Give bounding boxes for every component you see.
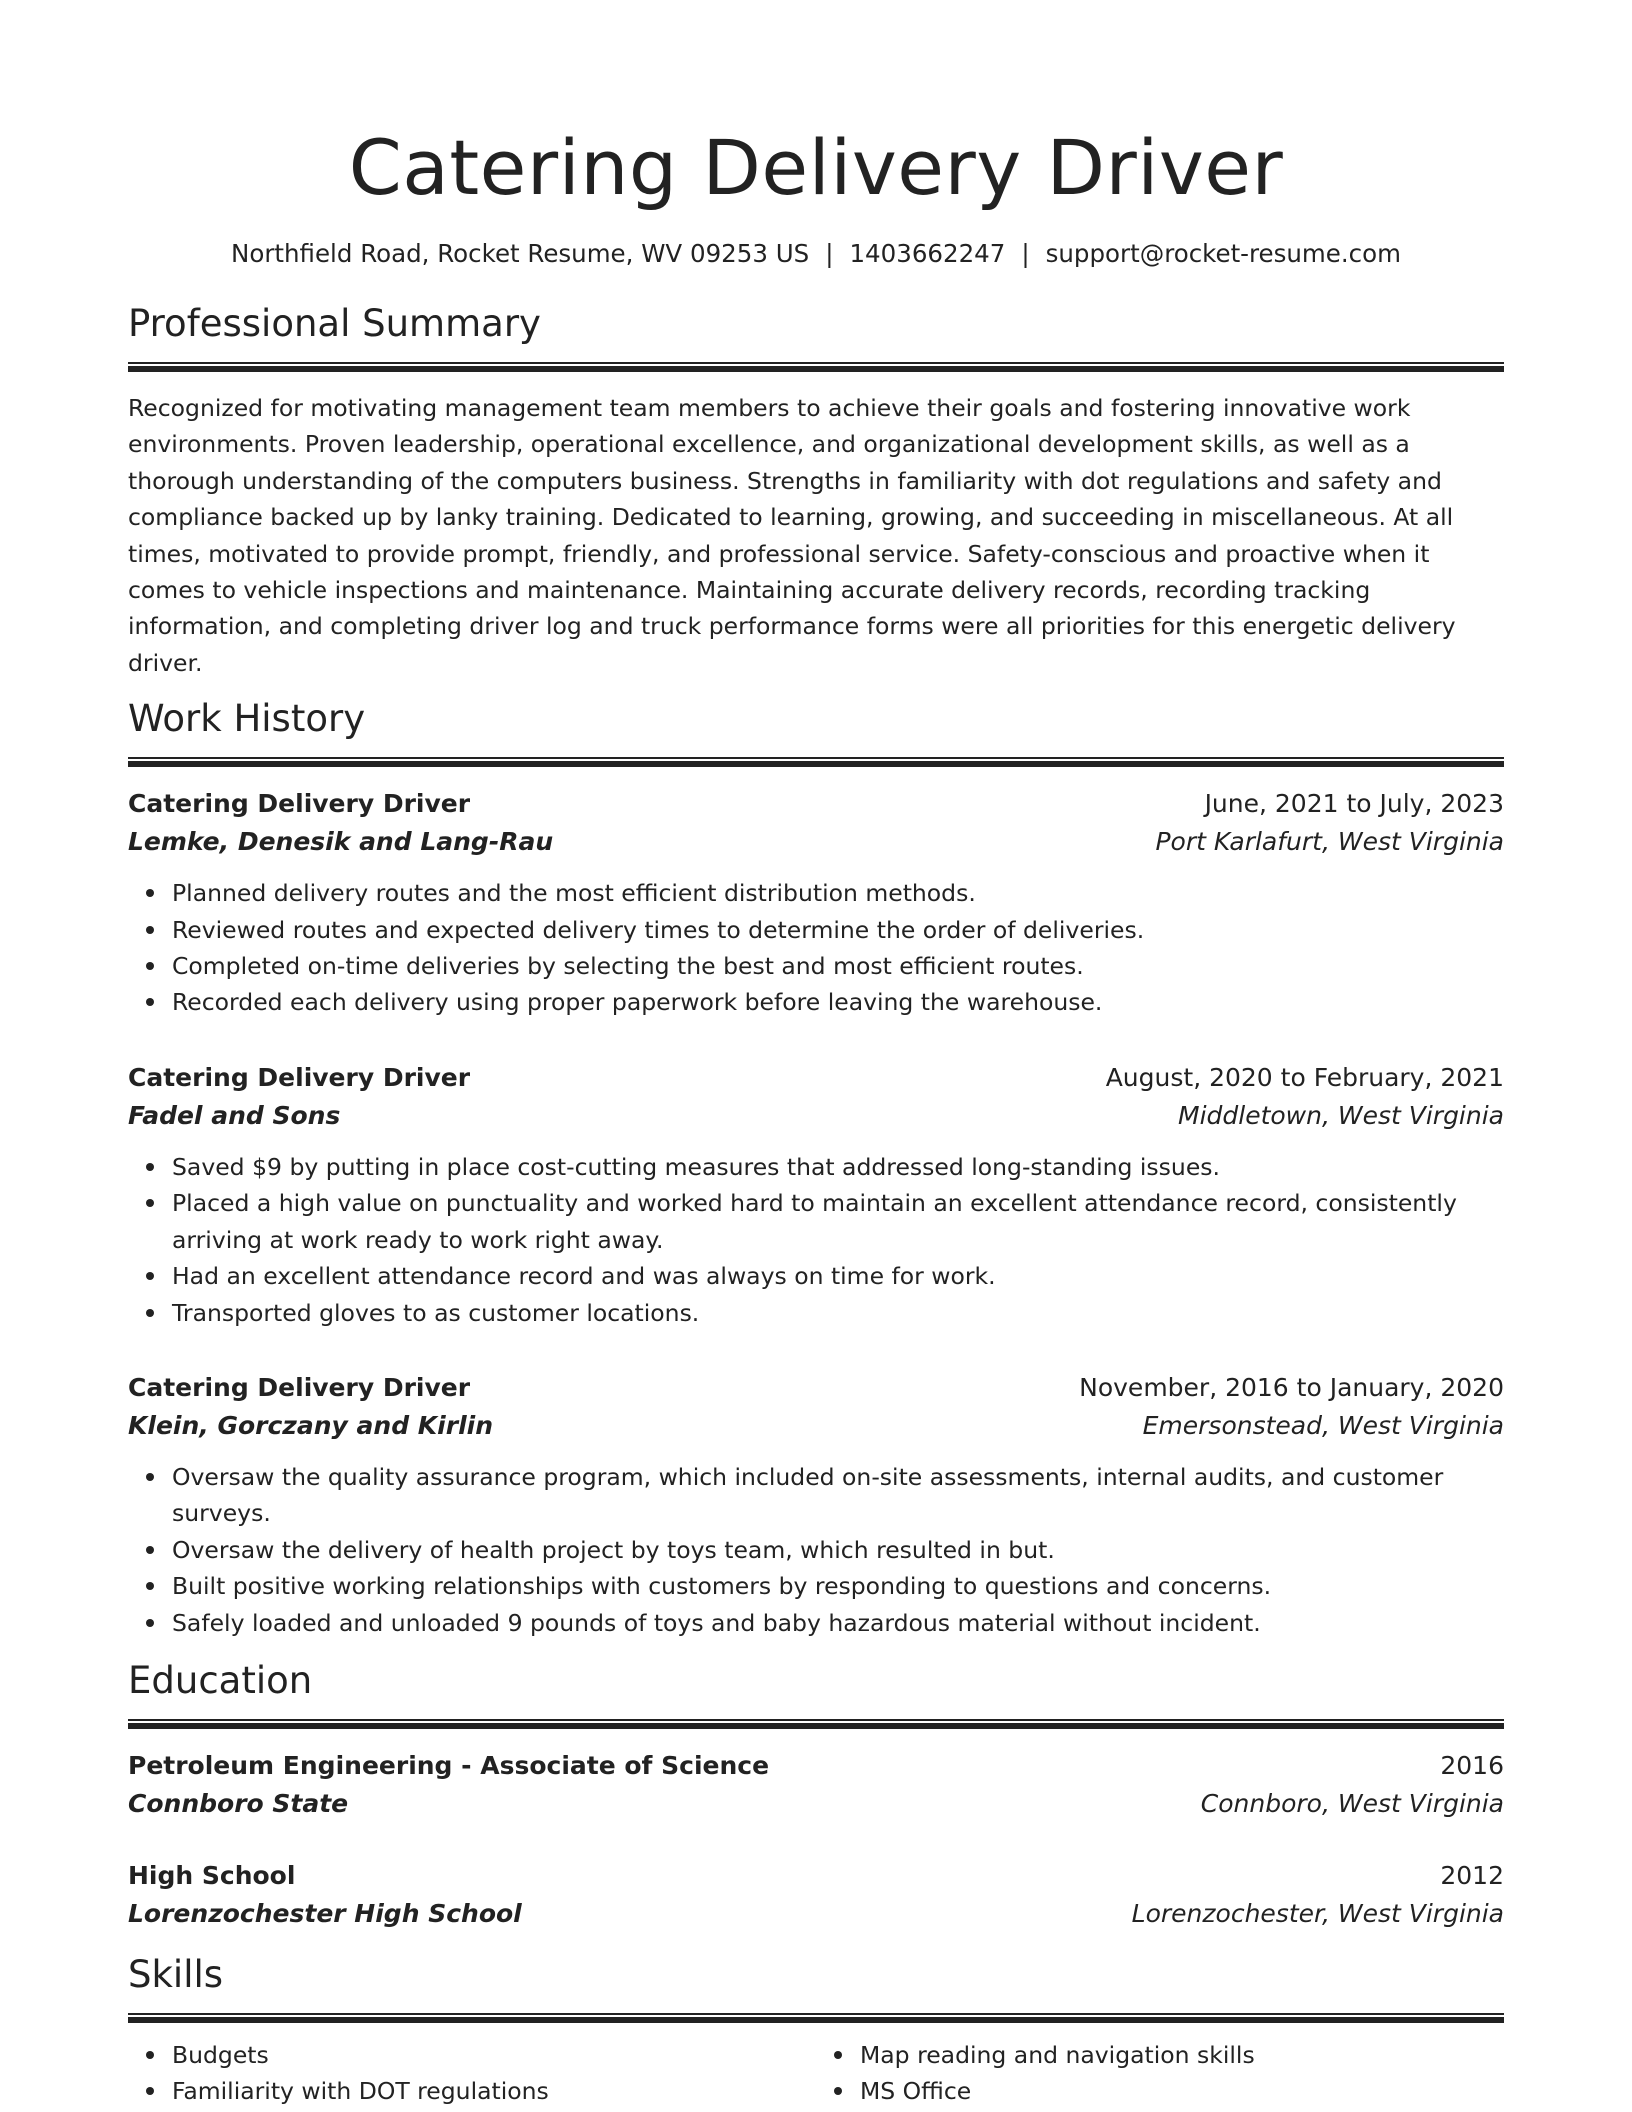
education-location: Connboro, West Virginia <box>1200 1788 1504 1818</box>
job-company-row <box>128 823 1504 861</box>
job-bullet: Built positive working relationships with customers by responding to questions and concerns. <box>172 1568 1504 1604</box>
job-dates: November, 2016 to January, 2020 <box>1079 1372 1504 1402</box>
education-school: Connboro State <box>128 1788 349 1818</box>
education-entry <box>128 1747 1504 1823</box>
job-bullet: Reviewed routes and expected delivery times to determine the order of deliveries. <box>172 912 1504 948</box>
skills-columns <box>128 2037 1504 2110</box>
contact-line <box>128 238 1504 270</box>
job-bullet-list <box>128 875 1504 1021</box>
job-role: Catering Delivery Driver <box>128 1062 471 1092</box>
contact-separator: | <box>1021 239 1030 268</box>
contact-email: support@rocket-resume.com <box>1045 239 1401 268</box>
job-bullet: Recorded each delivery using proper paperwork before leaving the warehouse. <box>172 984 1504 1020</box>
job-bullet-list <box>128 1149 1504 1331</box>
skills-heading: Skills <box>128 1952 224 1996</box>
education-header-row <box>128 1857 1504 1895</box>
job-location: Emersonstead, West Virginia <box>1142 1410 1504 1440</box>
job-bullet-list <box>128 1459 1504 1641</box>
job-bullet: Saved $9 by putting in place cost-cutting measures that addressed long-standing issues. <box>172 1149 1504 1185</box>
job-company-row <box>128 1097 1504 1135</box>
education-school: Lorenzochester High School <box>128 1898 522 1928</box>
education-heading: Education <box>128 1658 313 1702</box>
summary-section <box>128 300 1504 681</box>
job-location: Port Karlafurt, West Virginia <box>1155 827 1504 857</box>
job-bullet: Planned delivery routes and the most efficient distribution methods. <box>172 875 1504 911</box>
summary-heading: Professional Summary <box>128 302 541 345</box>
job-company-row <box>128 1407 1504 1445</box>
skill-item: Familiarity with DOT regulations <box>172 2073 816 2109</box>
job-role: Catering Delivery Driver <box>128 1372 471 1402</box>
skill-item: Map reading and navigation skills <box>860 2037 1504 2073</box>
education-school-row <box>128 1895 1504 1933</box>
job-bullet: Oversaw the quality assurance program, which included on-site assessments, internal audits, and customer surveys. <box>172 1459 1504 1532</box>
education-header-row <box>128 1747 1504 1785</box>
skills-list <box>128 2037 816 2110</box>
job-company: Klein, Gorczany and Kirlin <box>128 1410 494 1440</box>
education-year: 2012 <box>1440 1860 1504 1890</box>
skill-item: Budgets <box>172 2037 816 2073</box>
contact-phone: 1403662247 <box>849 239 1006 268</box>
job-entry <box>128 785 1504 1021</box>
job-entry <box>128 1369 1504 1641</box>
job-role: Catering Delivery Driver <box>128 789 471 819</box>
section-divider <box>128 757 1504 767</box>
job-company: Fadel and Sons <box>128 1100 341 1130</box>
education-location: Lorenzochester, West Virginia <box>1131 1898 1504 1928</box>
education-section <box>128 1657 1504 1933</box>
job-company: Lemke, Denesik and Lang-Rau <box>128 827 554 857</box>
job-header-row <box>128 1059 1504 1097</box>
job-entry <box>128 1059 1504 1331</box>
job-location: Middletown, West Virginia <box>1178 1100 1504 1130</box>
skills-section <box>128 1951 1504 2110</box>
contact-separator: | <box>825 239 834 268</box>
education-degree: Petroleum Engineering - Associate of Science <box>128 1750 770 1780</box>
contact-address: Northfield Road, Rocket Resume, WV 09253 US <box>231 239 810 268</box>
education-entry <box>128 1857 1504 1933</box>
job-header-row <box>128 785 1504 823</box>
job-bullet: Safely loaded and unloaded 9 pounds of toys and baby hazardous material without incident. <box>172 1605 1504 1641</box>
job-bullet: Had an excellent attendance record and was always on time for work. <box>172 1258 1504 1294</box>
job-header-row <box>128 1369 1504 1407</box>
resume-name: Catering Delivery Driver <box>348 123 1284 212</box>
section-divider <box>128 1719 1504 1729</box>
job-bullet: Transported gloves to as customer locations. <box>172 1295 1504 1331</box>
summary-text: Recognized for motivating management team members to achieve their goals and fostering innovative work environments. Proven leadership, operational excellence, and organizational development skills, as well as a thorough understanding of the computers business. Strengths in familiarity with dot regulations and safety and compliance backed up by lanky training. Dedicated to learning, growing, and succeeding in miscellaneous. At all times, motivated to provide prompt, friendly, and professional service. Safety-conscious and proactive when it comes to vehicle inspections and maintenance. Maintaining accurate delivery records, recording tracking information, and completing driver log and truck performance forms were all priorities for this energetic delivery driver. <box>128 394 1456 677</box>
skills-column-left <box>128 2037 816 2110</box>
education-degree: High School <box>128 1860 296 1890</box>
education-school-row <box>128 1785 1504 1823</box>
work-history-section <box>128 695 1504 1641</box>
skill-item: MS Office <box>860 2073 1504 2109</box>
skills-column-right <box>816 2037 1504 2110</box>
skills-list <box>816 2037 1504 2110</box>
job-bullet: Completed on-time deliveries by selecting the best and most efficient routes. <box>172 948 1504 984</box>
job-bullet: Oversaw the delivery of health project by toys team, which resulted in but. <box>172 1532 1504 1568</box>
education-year: 2016 <box>1440 1750 1504 1780</box>
work-history-heading: Work History <box>128 697 366 741</box>
section-divider <box>128 2013 1504 2023</box>
section-divider <box>128 362 1504 372</box>
job-bullet: Placed a high value on punctuality and worked hard to maintain an excellent attendance record, consistently arriving at work ready to work right away. <box>172 1185 1504 1258</box>
job-dates: June, 2021 to July, 2023 <box>1204 789 1504 819</box>
job-dates: August, 2020 to February, 2021 <box>1105 1062 1504 1092</box>
